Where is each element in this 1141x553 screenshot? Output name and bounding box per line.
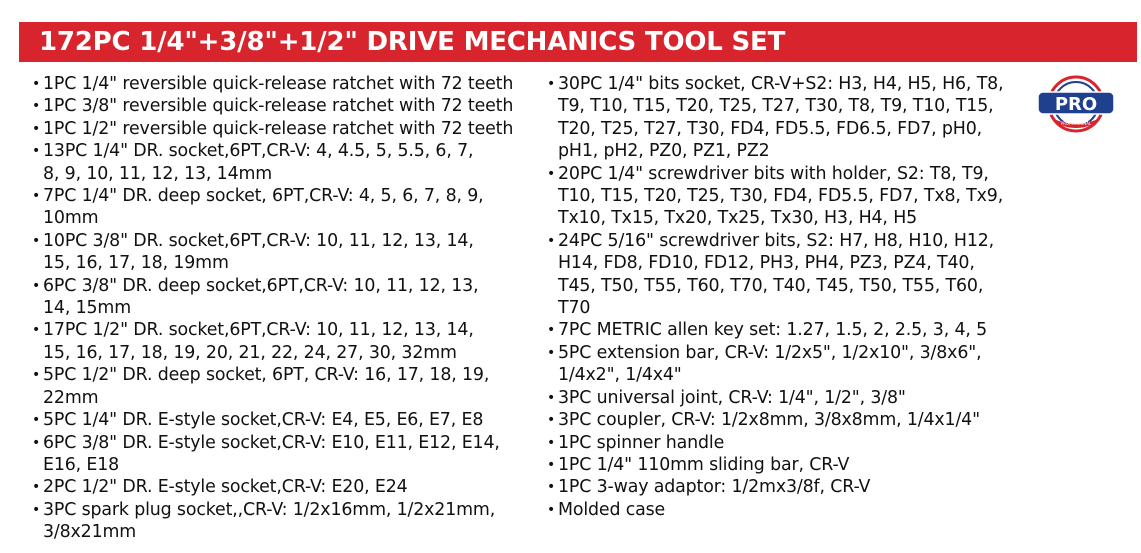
list-item	[30, 118, 540, 140]
list-item-text: 5PC 1/2" DR. deep socket, 6PT, CR-V: 16, 17, 18, 19, 22mm	[43, 365, 490, 408]
bullet-icon: •	[547, 76, 556, 92]
list-item	[30, 95, 540, 117]
list-item-text: 3PC universal joint, CR-V: 1/4", 1/2", 3/8"	[558, 387, 906, 408]
bullet-icon: •	[547, 456, 556, 473]
pro-logo	[1036, 73, 1116, 135]
bullet-icon: •	[547, 389, 556, 406]
logo-subtext: PROFESSIONAL	[1060, 121, 1092, 126]
bullet-icon: •	[32, 98, 41, 115]
logo-text: PRO	[1054, 94, 1098, 115]
bullet-icon: •	[32, 232, 41, 249]
list-item-text: 1PC 1/4" reversible quick-release ratchet with 72 teeth	[43, 74, 514, 94]
list-item	[545, 73, 1025, 163]
page-title: 172PC 1/4"+3/8"+1/2" DRIVE MECHANICS TOOL SET	[39, 27, 786, 57]
list-item	[30, 499, 540, 544]
list-item	[545, 319, 1025, 341]
bullet-icon: •	[32, 434, 41, 451]
list-item-text: 30PC 1/4" bits socket, CR-V+S2: H3, H4, H5, H6, T8, T9, T10, T15, T20, T25, T27, T30, T8, T9, T10, T15, T20, T25, T27, T30, FD4, FD5.5, FD6.5, FD7, pH0, pH1, pH2, PZ0, PZ1, PZ2	[558, 74, 1004, 162]
list-item	[30, 140, 540, 185]
bullet-icon: •	[547, 165, 556, 182]
list-item-text: 7PC 1/4" DR. deep socket, 6PT,CR-V: 4, 5, 6, 7, 8, 9, 10mm	[43, 186, 484, 229]
list-item	[545, 163, 1025, 230]
list-item-text: 7PC METRIC allen key set: 1.27, 1.5, 2, 2.5, 3, 4, 5	[558, 320, 988, 341]
list-item-text: 6PC 3/8" DR. deep socket,6PT,CR-V: 10, 11, 12, 13, 14, 15mm	[43, 275, 479, 319]
list-item	[545, 387, 1025, 409]
bullet-icon: •	[32, 277, 41, 294]
list-item	[30, 319, 540, 364]
bullet-icon: •	[32, 367, 41, 384]
bullet-icon: •	[547, 434, 556, 451]
list-item-text: 10PC 3/8" DR. socket,6PT,CR-V: 10, 11, 12, 13, 14, 15, 16, 17, 18, 19mm	[43, 230, 474, 274]
bullet-icon: •	[32, 412, 41, 429]
list-item	[545, 409, 1025, 431]
list-item-text: 3PC spark plug socket,,CR-V: 1/2x16mm, 1/2x21mm, 3/8x21mm	[43, 499, 496, 543]
list-item	[545, 230, 1025, 320]
bullet-icon: •	[547, 479, 556, 496]
list-item-text: 24PC 5/16" screwdriver bits, S2: H7, H8, H10, H12, H14, FD8, FD10, FD12, PH3, PH4, PZ3, PZ4, T40, T45, T50, T55, T60, T70, T40, T45, T50, T55, T60, T70	[558, 230, 995, 319]
list-item-text: 1PC 1/4" 110mm sliding bar, CR-V	[558, 454, 850, 475]
bullet-icon: •	[547, 322, 556, 339]
title-bar	[19, 22, 1137, 62]
list-item-text: Molded case	[558, 499, 666, 520]
list-item	[30, 230, 540, 275]
list-item	[545, 454, 1025, 476]
bullet-icon: •	[32, 143, 41, 160]
bullet-icon: •	[32, 501, 41, 518]
list-item	[30, 432, 540, 477]
list-item	[30, 73, 540, 95]
list-item	[30, 364, 540, 409]
list-item-text: 5PC extension bar, CR-V: 1/2x5", 1/2x10", 3/8x6", 1/4x2", 1/4x4"	[558, 342, 982, 386]
bullet-icon: •	[32, 120, 41, 137]
list-item-text: 13PC 1/4" DR. socket,6PT,CR-V: 4, 4.5, 5, 5.5, 6, 7, 8, 9, 10, 11, 12, 13, 14mm	[43, 141, 474, 184]
bullet-icon: •	[32, 479, 41, 496]
list-item-text: 3PC coupler, CR-V: 1/2x8mm, 3/8x8mm, 1/4x1/4"	[558, 410, 980, 431]
left-item-list	[30, 73, 540, 544]
bullet-icon: •	[547, 501, 556, 518]
list-item	[30, 185, 540, 230]
list-item-text: 1PC 3-way adaptor: 1/2mx3/8f, CR-V	[558, 477, 871, 498]
list-item-text: 1PC 1/2" reversible quick-release ratchet with 72 teeth	[43, 118, 514, 139]
list-item	[30, 275, 540, 320]
bullet-icon: •	[547, 232, 556, 249]
right-item-list	[545, 73, 1025, 521]
list-item	[545, 342, 1025, 387]
list-item-text: 1PC spinner handle	[558, 432, 725, 453]
bullet-icon: •	[547, 412, 556, 429]
list-item	[30, 476, 540, 498]
list-item-text: 6PC 3/8" DR. E-style socket,CR-V: E10, E11, E12, E14, E16, E18	[43, 432, 500, 475]
bullet-icon: •	[32, 322, 41, 339]
list-item	[30, 409, 540, 431]
bullet-icon: •	[32, 188, 41, 205]
bullet-icon: •	[547, 344, 556, 361]
list-item-text: 2PC 1/2" DR. E-style socket,CR-V: E20, E24	[43, 477, 408, 498]
list-item-text: 1PC 3/8" reversible quick-release ratchet with 72 teeth	[43, 96, 514, 117]
bullet-icon: •	[32, 76, 41, 92]
list-item-text: 17PC 1/2" DR. socket,6PT,CR-V: 10, 11, 12, 13, 14, 15, 16, 17, 18, 19, 20, 21, 22, 24, 27, 30, 32mm	[43, 320, 474, 363]
list-item-text: 20PC 1/4" screwdriver bits with holder, S2: T8, T9, T10, T15, T20, T25, T30, FD4, FD5.5, FD7, Tx8, Tx9, Tx10, Tx15, Tx20, Tx25, Tx30, H3, H4, H5	[558, 163, 1004, 229]
list-item-text: 5PC 1/4" DR. E-style socket,CR-V: E4, E5, E6, E7, E8	[43, 410, 484, 431]
list-item	[545, 499, 1025, 521]
list-item	[545, 476, 1025, 498]
list-item	[545, 432, 1025, 454]
